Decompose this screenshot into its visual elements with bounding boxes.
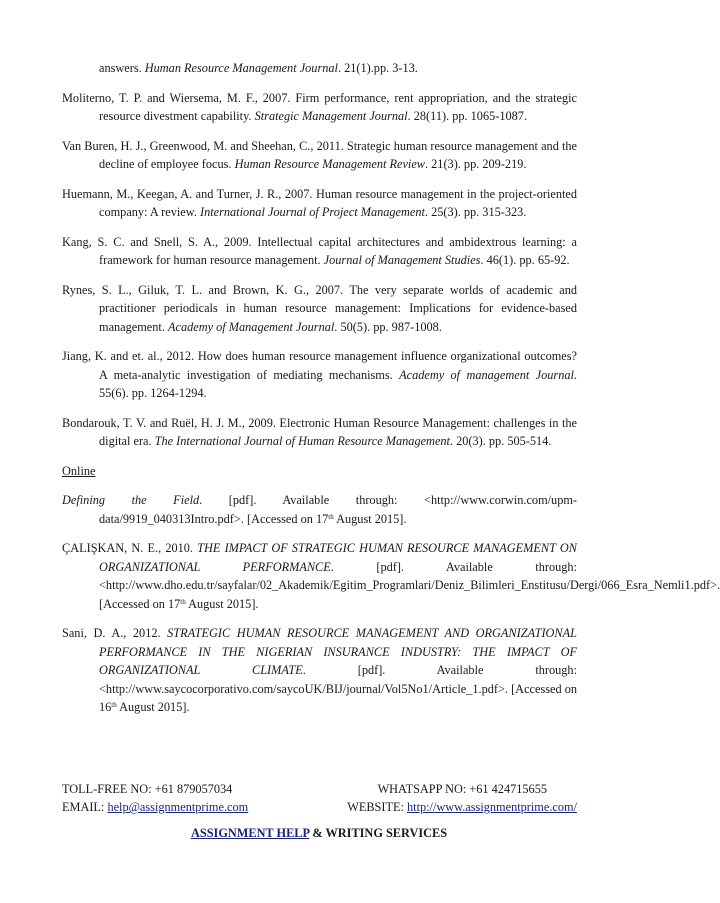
reference-list [62,59,720,728]
phone-line [62,780,577,798]
email-link[interactable]: help@assignmentprime.com [107,800,249,814]
reference-entry: Jiang, K. and et. al., 2012. How does human resource management influence organizational outcomes? A meta-analytic investigation of mediating mechanisms. Academy of management Journal. 55(6). pp. 1264-1294. [62,349,577,400]
online-heading: Online [62,463,96,478]
reference-entry: Van Buren, H. J., Greenwood, M. and Sheehan, C., 2011. Strategic human resource management and the decline of employee focus. Human Resource Management Review. 21(3). pp. 209-219. [62,138,577,171]
contact-line [62,798,577,816]
contact-footer [62,780,577,816]
website-contact: WEBSITE: http://www.assignmentprime.com/ [347,800,577,814]
online-reference-entry: ÇALIŞKAN, N. E., 2010. THE IMPACT OF STRATEGIC HUMAN RESOURCE MANAGEMENT ON ORGANIZATIONAL PERFORMANCE. [pdf]. Available through: <http://www.dho.edu.tr/sayfalar/02_Akademik/Egitim_Programlari/Deniz_Bilimleri_Enstitusu/Dergi/066_Esra_Nemli1.pdf>. [Accessed on 17th August 2015]. [62,541,720,611]
brand-tagline: ASSIGNMENT HELP & WRITING SERVICES [190,826,448,840]
whatsapp-number: WHATSAPP NO: +61 424715655 [377,782,547,796]
brand-link[interactable]: ASSIGNMENT HELP [190,826,310,840]
reference-entry: Kang, S. C. and Snell, S. A., 2009. Intellectual capital architectures and ambidextrous learning: a framework for human resource management. Journal of Management Studies. 46(1). pp. 65-92. [62,234,577,267]
online-reference-entry: Defining the Field. [pdf]. Available through: <http://www.corwin.com/upm-data/9919_040313Intro.pdf>. [Accessed on 17th August 2015]. [62,493,578,526]
reference-entry: Rynes, S. L., Giluk, T. L. and Brown, K. G., 2007. The very separate worlds of academic and practitioner periodicals in human resource management: Implications for evidence-based management. Academy of Management Journal. 50(5). pp. 987-1008. [62,282,577,334]
reference-entry: answers. Human Resource Management Journal. 21(1).pp. 3-13. [99,61,418,75]
reference-entry: Bondarouk, T. V. and Ruël, H. J. M., 2009. Electronic Human Resource Management: challenges in the digital era. The International Journal of Human Resource Management. 20(3). pp. 505-514. [62,415,577,448]
website-link[interactable]: http://www.assignmentprime.com/ [407,800,577,814]
email-contact: EMAIL: help@assignmentprime.com [62,800,249,814]
online-reference-entry: Sani, D. A., 2012. STRATEGIC HUMAN RESOURCE MANAGEMENT AND ORGANIZATIONAL PERFORMANCE IN THE NIGERIAN INSURANCE INDUSTRY: THE IMPACT OF ORGANIZATIONAL CLIMATE. [pdf]. Available through: <http://www.saycocorporativo.com/saycoUK/BIJ/journal/Vol5No1/Article_1.pdf>. [Accessed on 16th August 2015]. [62,626,577,714]
reference-entry: Moliterno, T. P. and Wiersema, M. F., 2007. Firm performance, rent appropriation, and the strategic resource divestment capability. Strategic Management Journal. 28(11). pp. 1065-1087. [62,90,577,123]
reference-entry: Huemann, M., Keegan, A. and Turner, J. R., 2007. Human resource management in the project-oriented company: A review. International Journal of Project Management. 25(3). pp. 315-323. [62,186,577,219]
tollfree-number: TOLL-FREE NO: +61 879057034 [62,782,233,796]
